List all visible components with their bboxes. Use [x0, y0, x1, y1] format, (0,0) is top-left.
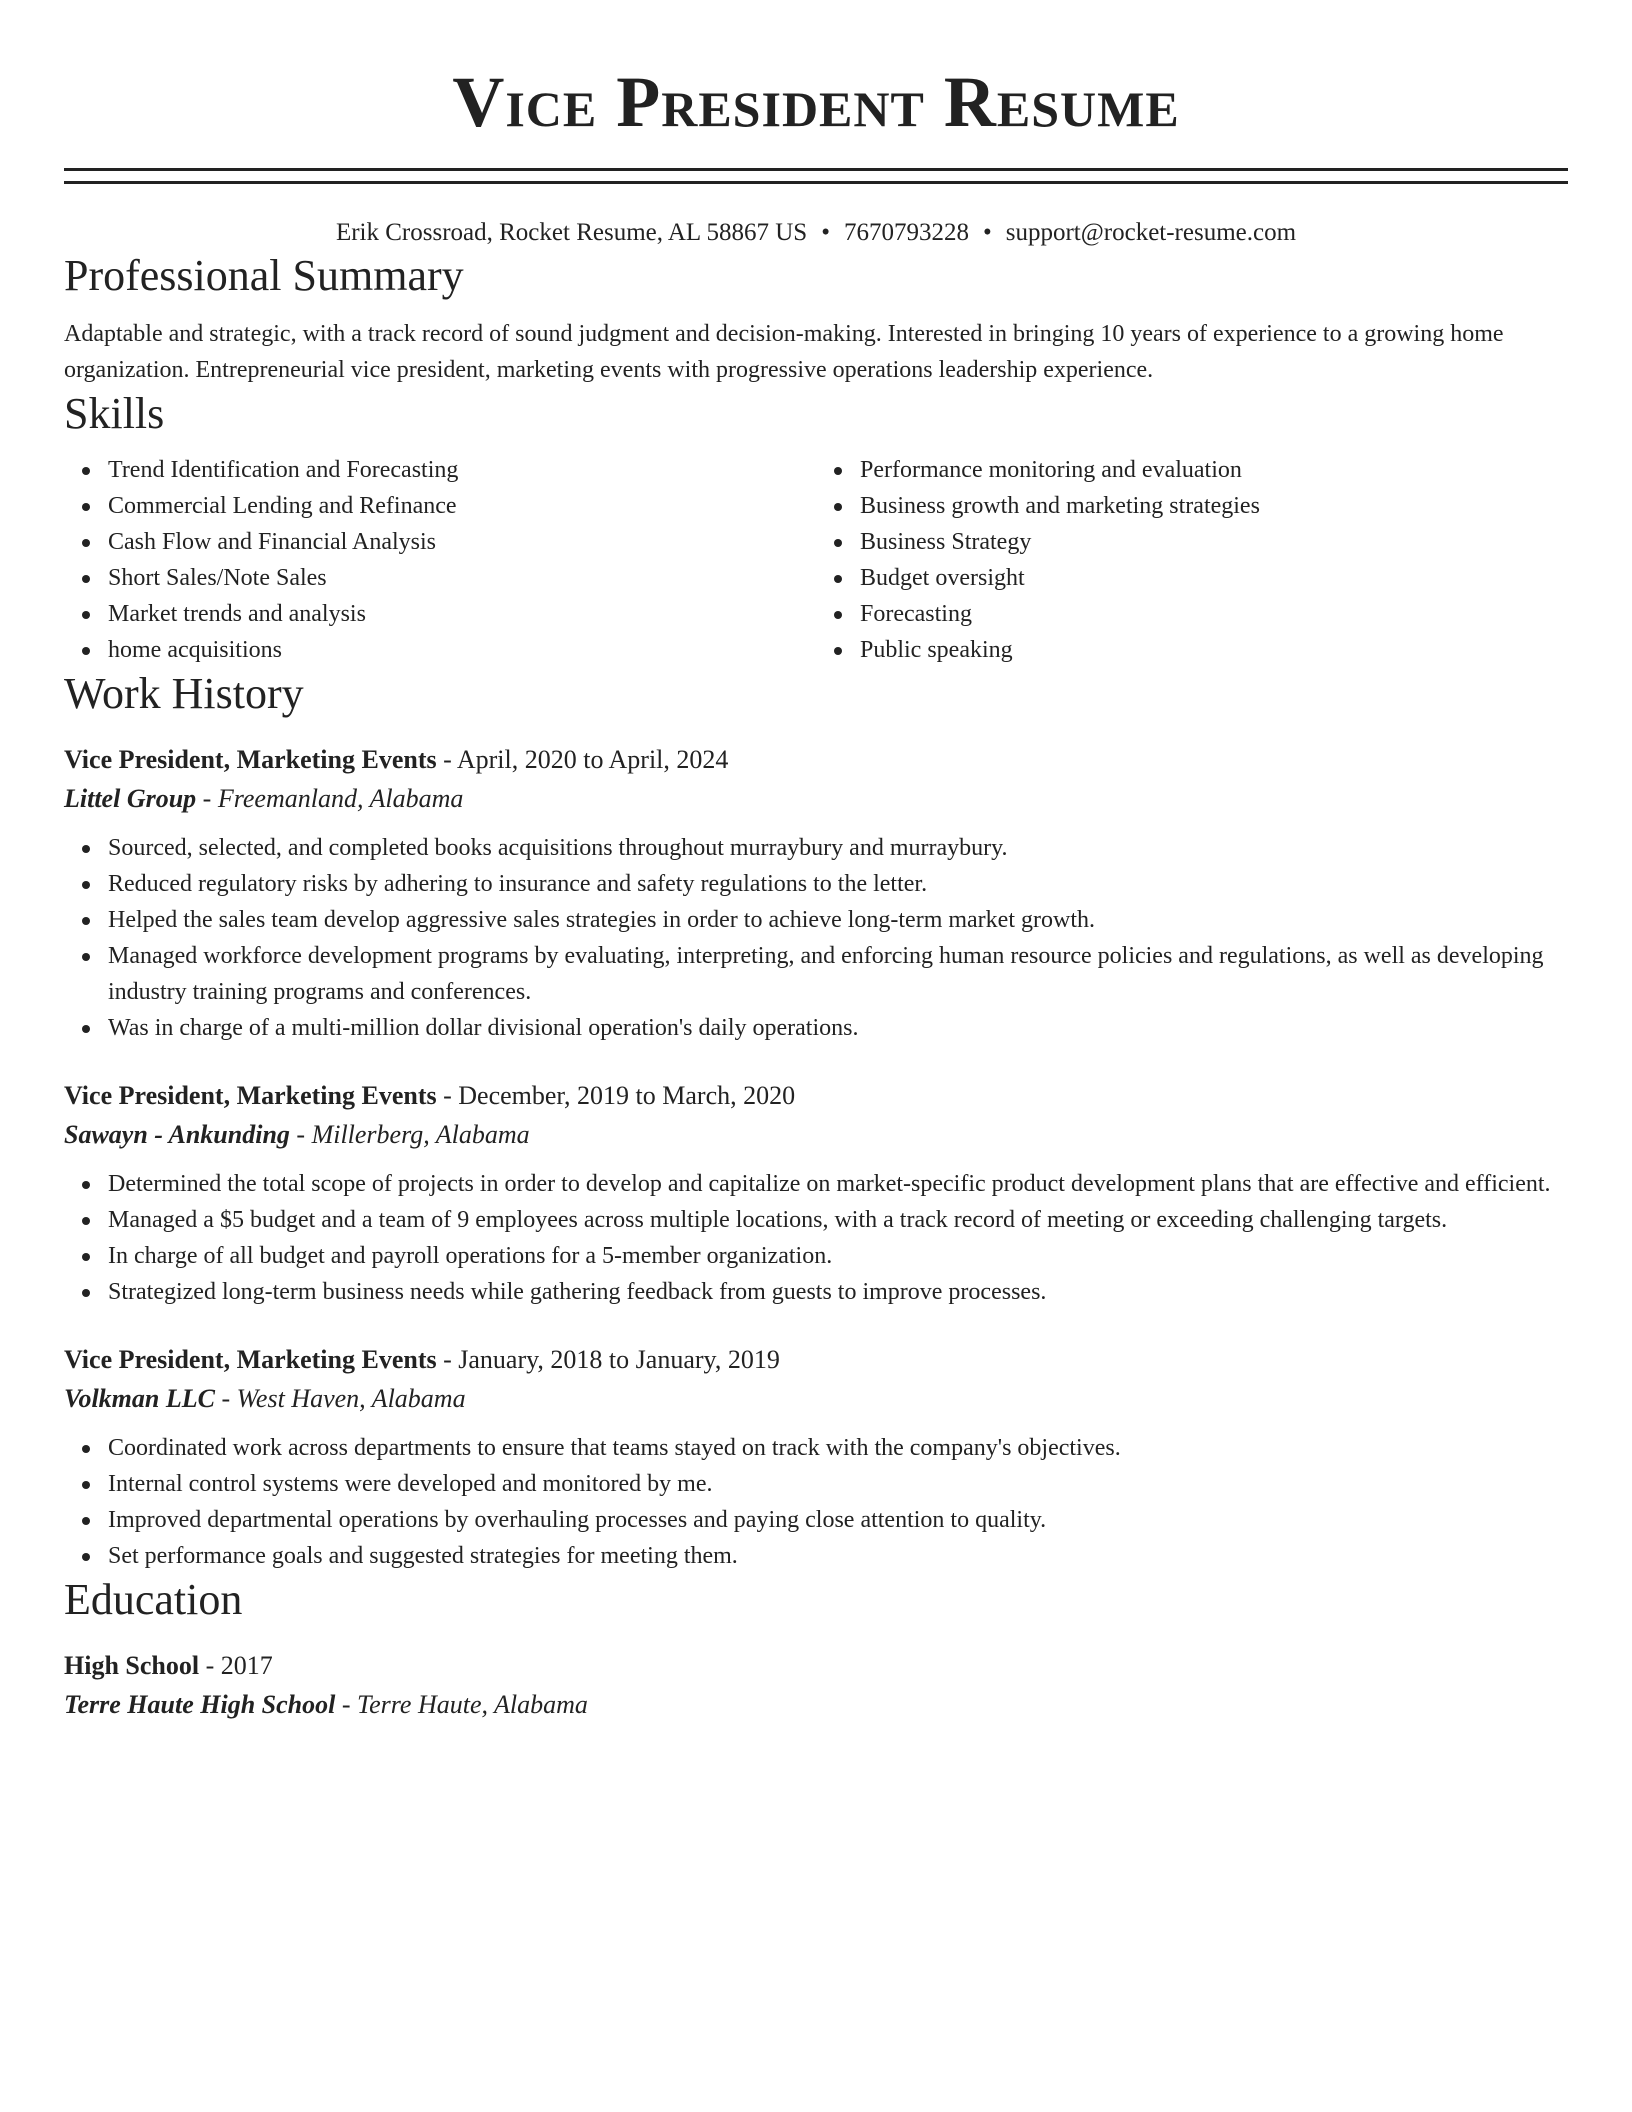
- contact-separator: •: [982, 219, 992, 246]
- skills-columns: [64, 452, 1568, 668]
- graduation-year: - 2017: [199, 1651, 273, 1680]
- job-entry: [64, 1340, 1568, 1574]
- skill-item: Cash Flow and Financial Analysis: [108, 524, 816, 560]
- job-bullet: Managed workforce development programs by evaluating, interpreting, and enforcing human resource policies and regulations, as well as developing industry training programs and conferences.: [108, 938, 1568, 1010]
- job-title: Vice President, Marketing Events: [64, 1081, 437, 1110]
- job-bullets: [64, 1430, 1568, 1574]
- job-title: Vice President, Marketing Events: [64, 745, 437, 774]
- job-bullet: Reduced regulatory risks by adhering to insurance and safety regulations to the letter.: [108, 866, 1568, 902]
- job-bullet: In charge of all budget and payroll operations for a 5-member organization.: [108, 1238, 1568, 1274]
- skill-item: Commercial Lending and Refinance: [108, 488, 816, 524]
- job-bullets: [64, 830, 1568, 1046]
- skill-item: Market trends and analysis: [108, 596, 816, 632]
- summary-text: Adaptable and strategic, with a track record of sound judgment and decision-making. Interested in bringing 10 years of experience to a growing home organization. Entrepreneurial vice president, marketing events with progressive operations leadership experience.: [64, 321, 1504, 383]
- company-line: [64, 1380, 1568, 1418]
- company-location: - West Haven, Alabama: [214, 1384, 466, 1413]
- skill-item: Business growth and marketing strategies: [860, 488, 1568, 524]
- skill-item: Trend Identification and Forecasting: [108, 452, 816, 488]
- company-name: Volkman LLC: [64, 1384, 215, 1413]
- skill-item: Public speaking: [860, 632, 1568, 668]
- job-title-line: [64, 740, 1568, 780]
- skill-item: home acquisitions: [108, 632, 816, 668]
- job-bullet: Set performance goals and suggested strategies for meeting them.: [108, 1538, 1568, 1574]
- job-bullet: Improved departmental operations by overhauling processes and paying close attention to quality.: [108, 1502, 1568, 1538]
- school-line: [64, 1686, 1568, 1724]
- job-bullet: Determined the total scope of projects in order to develop and capitalize on market-specific product development plans that are effective and efficient.: [108, 1166, 1568, 1202]
- job-dates: - April, 2020 to April, 2024: [436, 745, 729, 774]
- degree-name: High School: [64, 1651, 200, 1680]
- job-entry: [64, 1076, 1568, 1310]
- job-bullet: Sourced, selected, and completed books acquisitions throughout murraybury and murraybury.: [108, 830, 1568, 866]
- skills-heading: Skills: [64, 389, 165, 438]
- school-name: Terre Haute High School: [64, 1690, 336, 1719]
- company-line: [64, 780, 1568, 818]
- education-heading: Education: [64, 1575, 243, 1624]
- school-location: - Terre Haute, Alabama: [335, 1690, 588, 1719]
- job-entry: [64, 740, 1568, 1046]
- company-line: [64, 1116, 1568, 1154]
- skill-item: Performance monitoring and evaluation: [860, 452, 1568, 488]
- contact-address: Erik Crossroad, Rocket Resume, AL 58867 US: [335, 219, 808, 246]
- work-history-heading: Work History: [64, 669, 304, 718]
- degree-line: [64, 1646, 1568, 1686]
- company-location: - Freemanland, Alabama: [196, 784, 464, 813]
- company-name: Littel Group: [64, 784, 197, 813]
- job-bullet: Strategized long-term business needs while gathering feedback from guests to improve processes.: [108, 1274, 1568, 1310]
- resume-title: Vice President Resume: [452, 62, 1180, 142]
- contact-separator: •: [821, 219, 830, 246]
- contact-email: support@rocket-resume.com: [1005, 219, 1297, 246]
- job-title-line: [64, 1076, 1568, 1116]
- skill-item: Business Strategy: [860, 524, 1568, 560]
- job-dates: - January, 2018 to January, 2019: [436, 1345, 780, 1374]
- contact-phone: 7670793228: [843, 219, 969, 246]
- job-title-line: [64, 1340, 1568, 1380]
- contact-line: [64, 216, 1568, 250]
- job-title: Vice President, Marketing Events: [64, 1345, 437, 1374]
- job-bullet: Internal control systems were developed and monitored by me.: [108, 1466, 1568, 1502]
- job-bullet: Was in charge of a multi-million dollar divisional operation's daily operations.: [108, 1010, 1568, 1046]
- job-bullet: Coordinated work across departments to ensure that teams stayed on track with the company's objectives.: [108, 1430, 1568, 1466]
- skills-list-right: [816, 452, 1568, 668]
- company-location: - Millerberg, Alabama: [289, 1120, 530, 1149]
- skills-list-left: [64, 452, 816, 668]
- summary-heading: Professional Summary: [64, 251, 464, 300]
- education-entry: [64, 1646, 1568, 1724]
- skill-item: Short Sales/Note Sales: [108, 560, 816, 596]
- skill-item: Forecasting: [860, 596, 1568, 632]
- job-dates: - December, 2019 to March, 2020: [436, 1081, 796, 1110]
- job-bullet: Managed a $5 budget and a team of 9 employees across multiple locations, with a track record of meeting or exceeding challenging targets.: [108, 1202, 1568, 1238]
- skill-item: Budget oversight: [860, 560, 1568, 596]
- company-name: Sawayn - Ankunding: [64, 1120, 290, 1149]
- job-bullets: [64, 1166, 1568, 1310]
- job-bullet: Helped the sales team develop aggressive sales strategies in order to achieve long-term market growth.: [108, 902, 1568, 938]
- title-double-rule: [64, 168, 1568, 184]
